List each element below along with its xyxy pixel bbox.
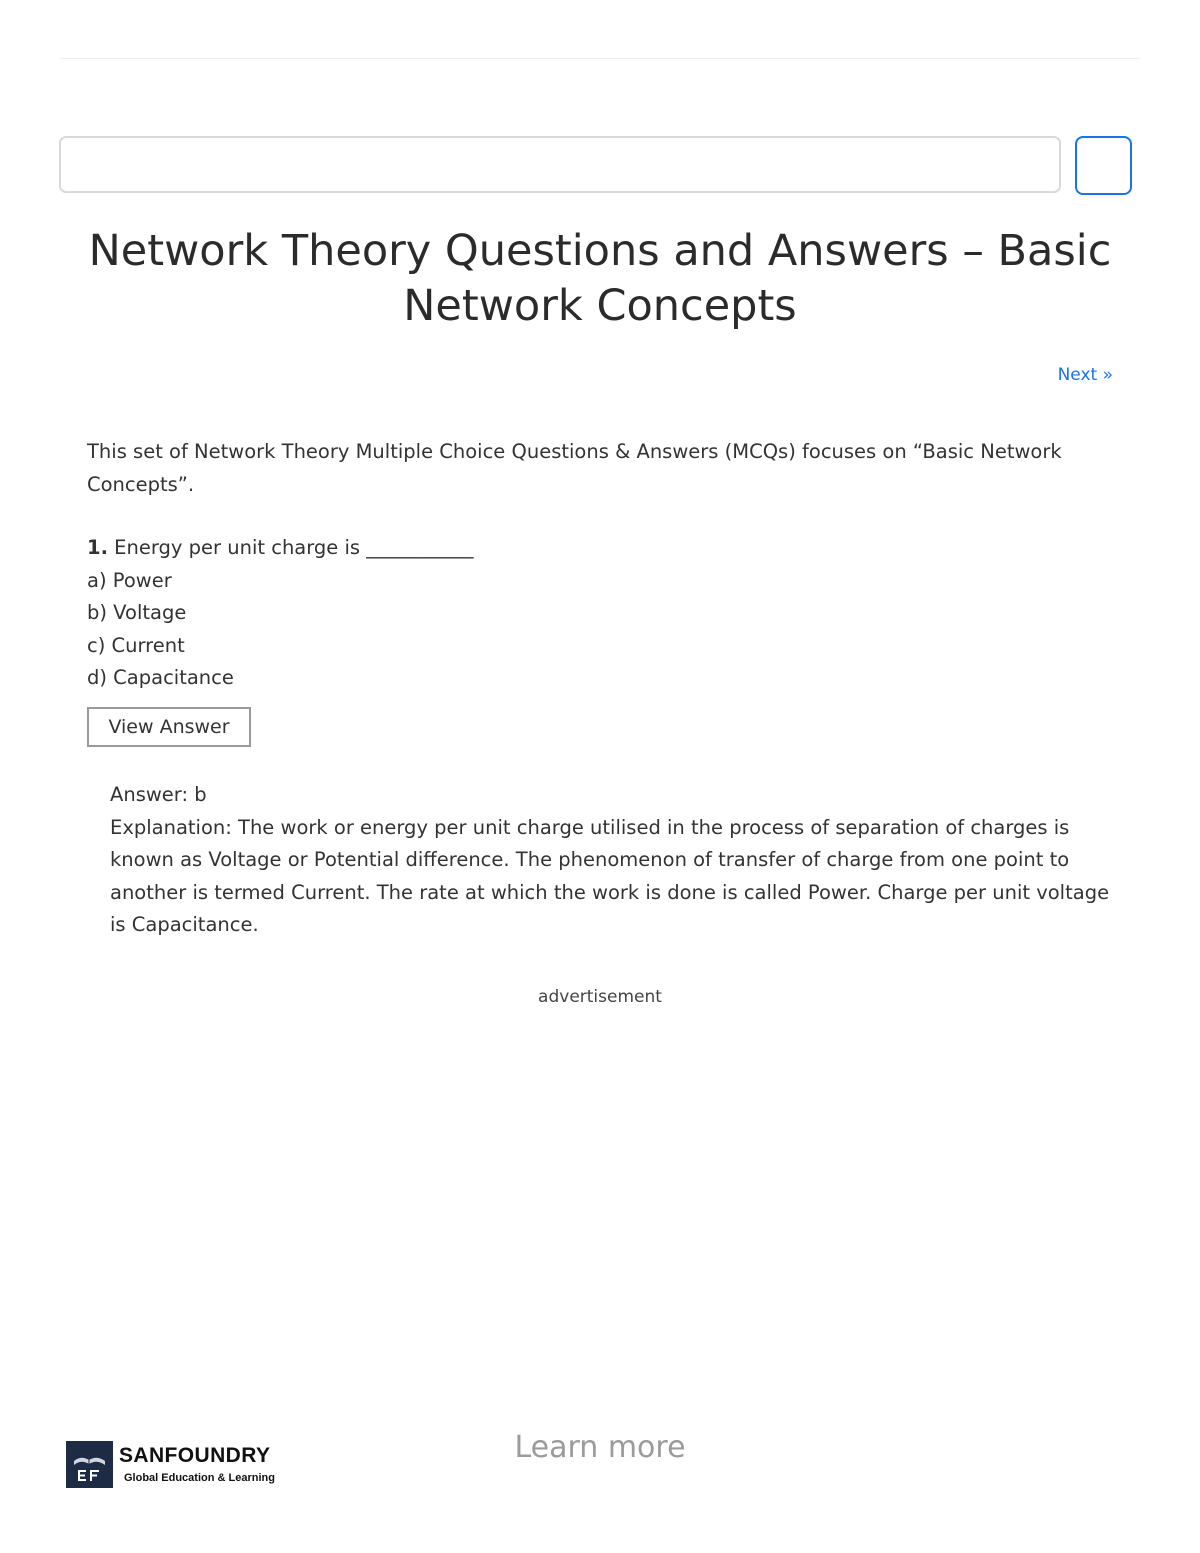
explanation-text: Explanation: The work or energy per unit charge utilised in the process of separation of charges is known as Voltage or Potential difference. The phenomenon of transfer of charge from one point to another is termed Current. The rate at which the work is done is called Power. Charge per unit voltage is Capacitance.	[110, 815, 1110, 936]
next-link[interactable]: Next »	[1057, 365, 1113, 385]
logo-tagline: Global Education & Learning	[124, 1472, 275, 1484]
search-button[interactable]	[1075, 136, 1132, 195]
question-stem	[87, 532, 1117, 565]
answer-panel	[110, 779, 1115, 942]
intro-text: This set of Network Theory Multiple Choice Questions & Answers (MCQs) focuses on “Basic Network Concepts”.	[87, 440, 1062, 496]
option-d: d) Capacitance	[87, 666, 234, 689]
logo-brand-name: SANFOUNDRY	[119, 1444, 271, 1467]
search-input[interactable]	[59, 136, 1061, 193]
learn-more-link[interactable]: Learn more	[514, 1430, 686, 1465]
option-a: a) Power	[87, 568, 172, 592]
advertisement-label: advertisement	[538, 987, 662, 1007]
top-divider	[60, 58, 1140, 59]
view-answer-button[interactable]: View Answer	[87, 707, 251, 747]
page-title: Network Theory Questions and Answers – Basic Network Concepts	[88, 226, 1112, 331]
question-1	[87, 532, 1117, 695]
option-c: c) Current	[87, 633, 185, 657]
question-number: 1.	[87, 536, 108, 559]
question-text: Energy per unit charge is ___________	[107, 536, 474, 559]
answer-line: Answer: b	[110, 783, 207, 806]
option-b: b) Voltage	[87, 601, 187, 624]
